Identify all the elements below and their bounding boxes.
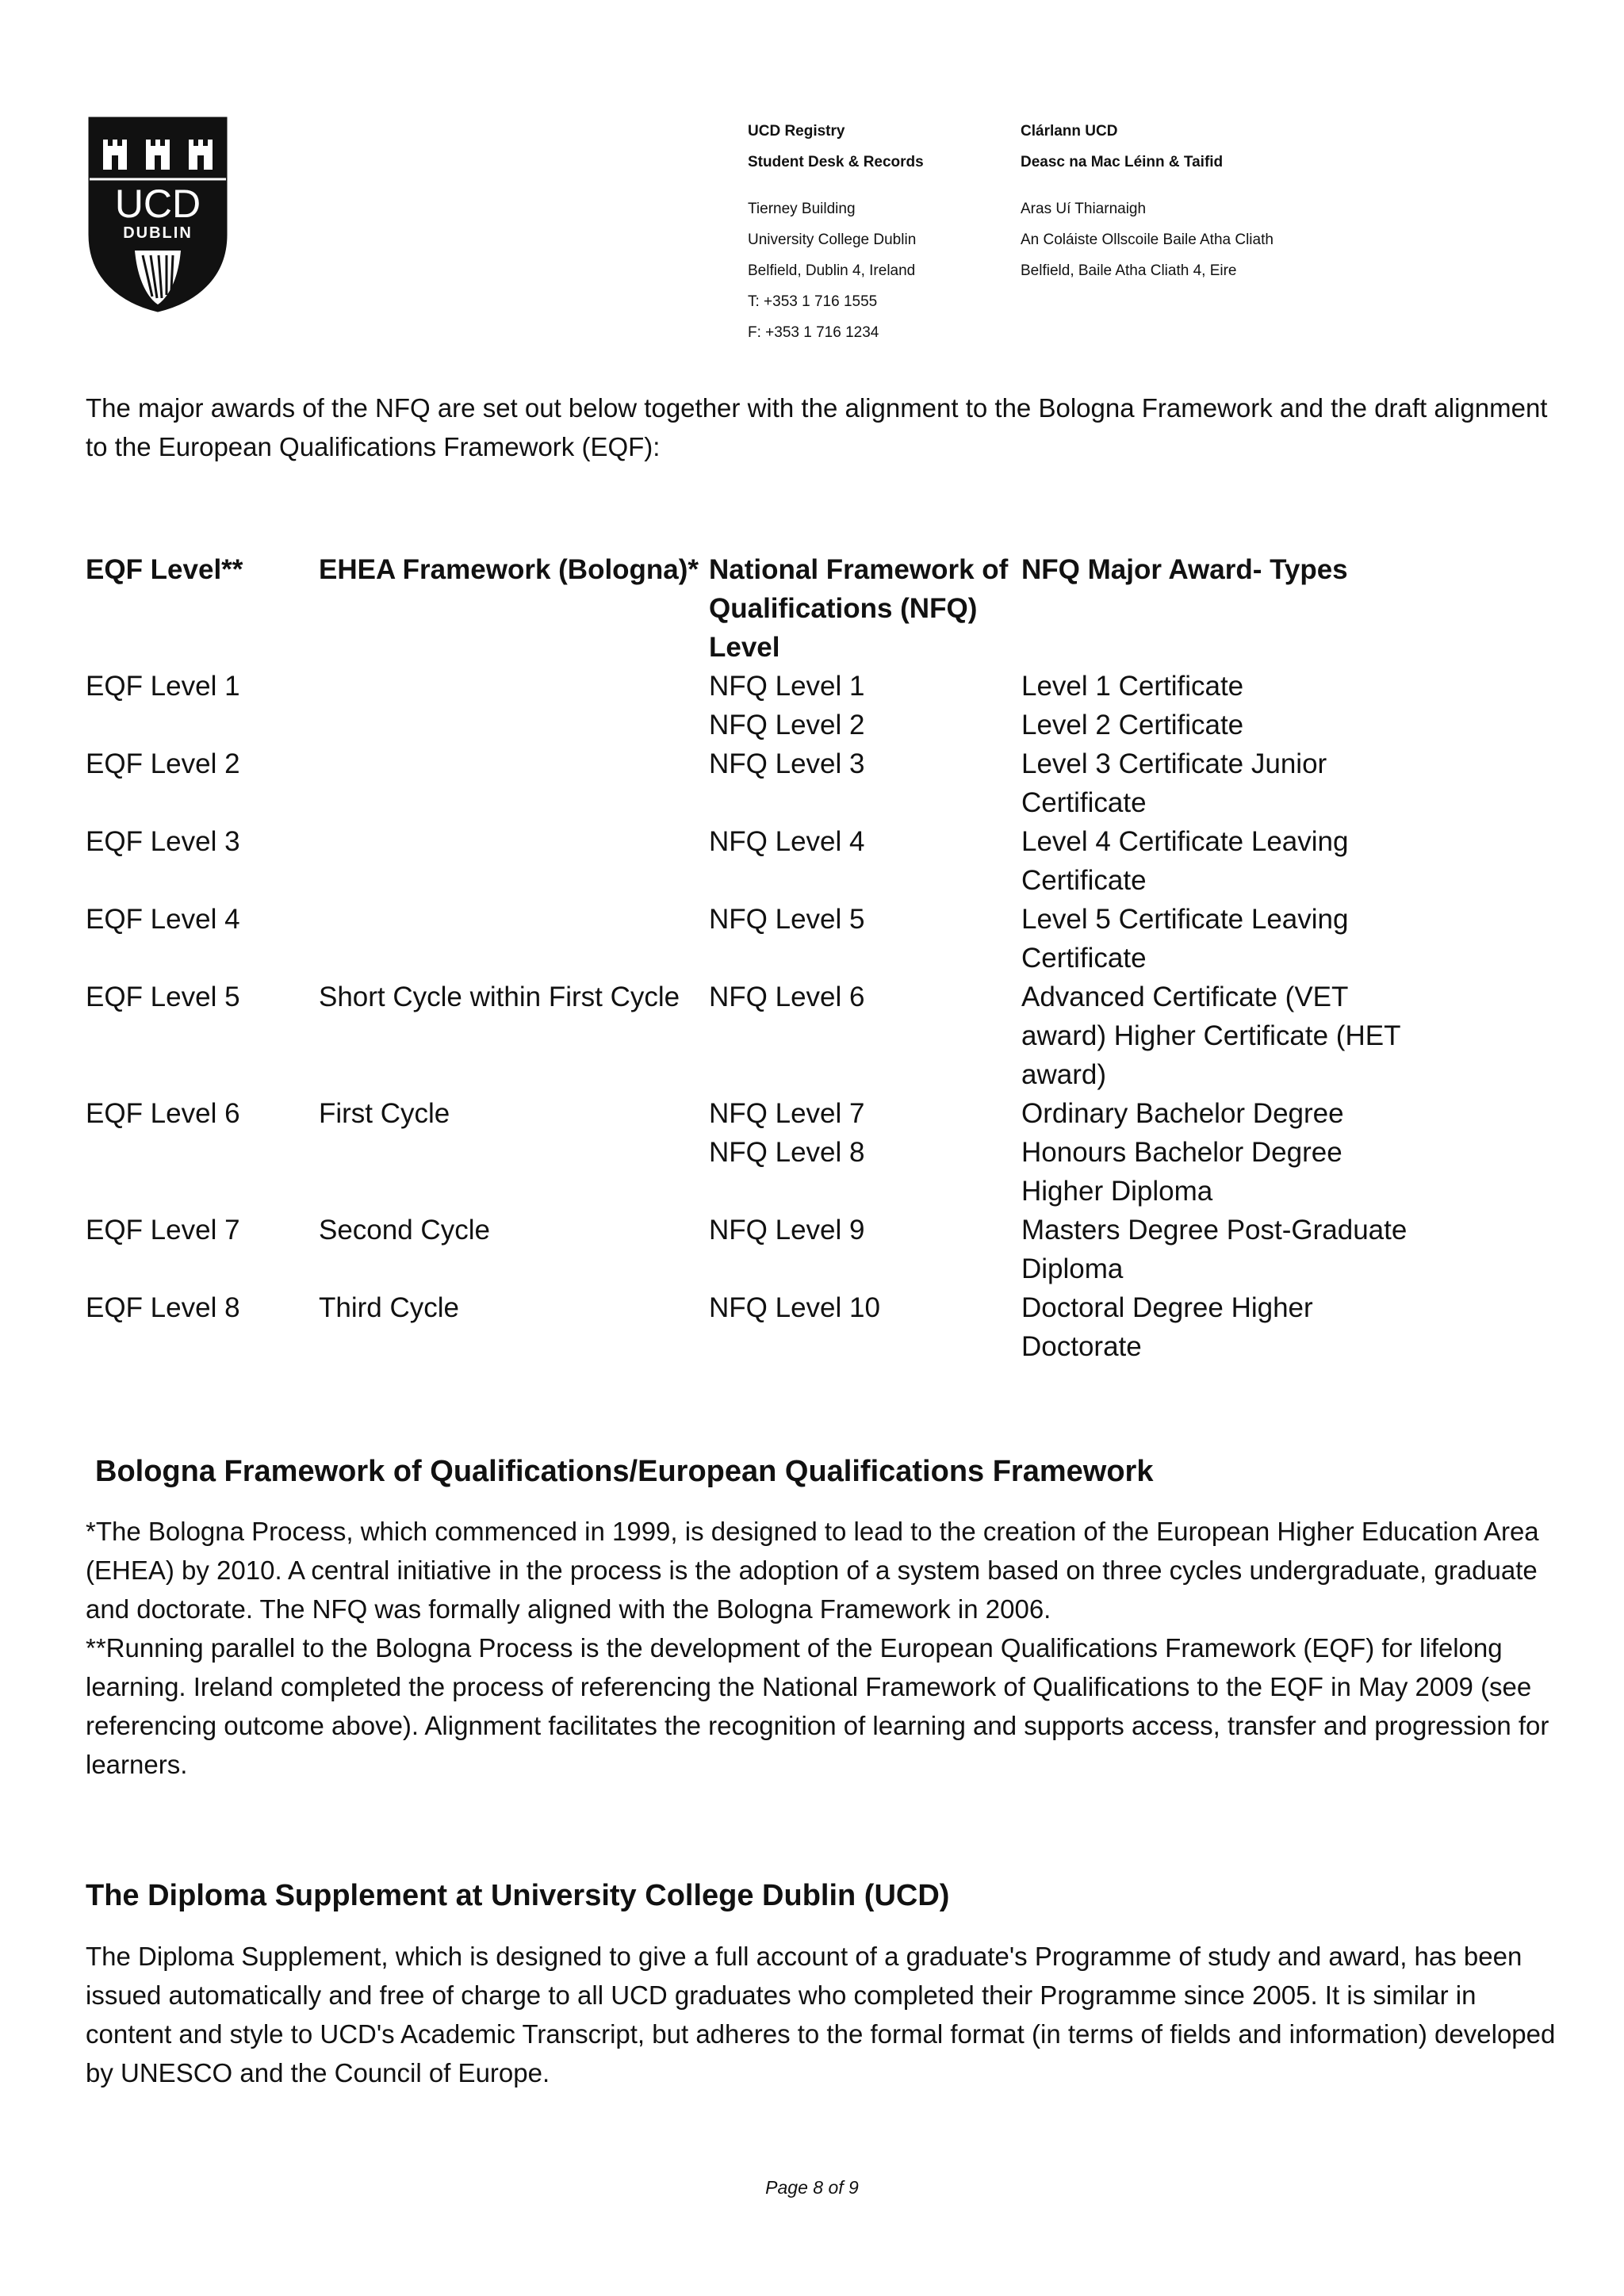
- table-header-row: [86, 550, 1418, 667]
- cell-nfq: NFQ Level 10: [709, 1292, 880, 1323]
- cell-ehea: [319, 744, 709, 822]
- registry-title-irish: Clárlann UCD: [1021, 123, 1118, 140]
- bologna-paragraph-1: *The Bologna Process, which commenced in 1999, is designed to lead to the creation of the European Higher Education Area (EHEA) by 2010. A central initiative in the process is the adoption of a system based on three cycles undergraduate, graduate and doctorate. The NFQ was formally aligned with the Bologna Framework in 2006.: [86, 1517, 1539, 1624]
- table-row: [86, 1288, 1418, 1366]
- bologna-paragraph-2: **Running parallel to the Bologna Process is the development of the European Qualifications Framework (EQF) for lifelong learning. Ireland completed the process of referencing the National Framework of Qualifications to the EQF in May 2009 (see referencing outcome above). Alignment facilitates the recognition of learning and supports access, transfer and progression for learners.: [86, 1633, 1549, 1779]
- cell-eqf: EQF Level 3: [86, 826, 240, 857]
- cell-ehea: [319, 1133, 709, 1211]
- cell-ehea: Third Cycle: [319, 1292, 459, 1323]
- registry-subtitle: Student Desk & Records: [748, 154, 924, 170]
- cell-ehea: [319, 900, 709, 978]
- table-row: [86, 744, 1418, 822]
- cell-award: Advanced Certificate (VET award) Higher Certificate (HET award): [1021, 982, 1400, 1090]
- diploma-section-heading: The Diploma Supplement at University College Dublin (UCD): [86, 1879, 950, 1912]
- cell-ehea: Short Cycle within First Cycle: [319, 982, 680, 1012]
- phone-line: T: +353 1 716 1555: [748, 293, 878, 310]
- cell-nfq: NFQ Level 3: [709, 748, 865, 779]
- table-row: [86, 900, 1418, 978]
- cell-award: Level 4 Certificate Leaving Certificate: [1021, 826, 1349, 896]
- col-header-nfq: National Framework of Qualifications (NFQ) Level: [709, 554, 1009, 663]
- cell-eqf: EQF Level 2: [86, 748, 240, 779]
- cell-award: Honours Bachelor Degree Higher Diploma: [1021, 1137, 1342, 1207]
- nfq-framework-table: [86, 550, 1418, 1366]
- page-number: Page 8 of 9: [765, 2177, 859, 2198]
- intro-paragraph: The major awards of the NFQ are set out below together with the alignment to the Bologna Framework and the draft alignment to the European Qualifications Framework (EQF):: [86, 393, 1548, 461]
- cell-ehea: [319, 667, 709, 706]
- table-row: [86, 1211, 1418, 1288]
- address-block-english: [748, 116, 924, 348]
- cell-nfq: NFQ Level 6: [709, 982, 865, 1012]
- address-line: An Coláiste Ollscoile Baile Atha Cliath: [1021, 232, 1274, 248]
- table-row: [86, 822, 1418, 900]
- cell-award: Ordinary Bachelor Degree: [1021, 1098, 1344, 1129]
- address-line: Belfield, Dublin 4, Ireland: [748, 262, 916, 279]
- cell-nfq: NFQ Level 5: [709, 904, 865, 935]
- table-row: [86, 1133, 1418, 1211]
- table-row: [86, 1094, 1418, 1133]
- cell-eqf: EQF Level 7: [86, 1215, 240, 1246]
- cell-nfq: NFQ Level 7: [709, 1098, 865, 1129]
- logo-text-ucd: UCD: [114, 182, 201, 226]
- cell-nfq: NFQ Level 1: [709, 671, 865, 702]
- cell-nfq: NFQ Level 9: [709, 1215, 865, 1246]
- registry-title: UCD Registry: [748, 123, 845, 140]
- bologna-section-heading: Bologna Framework of Qualifications/European Qualifications Framework: [95, 1455, 1154, 1488]
- col-header-eqf: EQF Level**: [86, 554, 243, 585]
- cell-eqf: [86, 706, 319, 744]
- cell-ehea: Second Cycle: [319, 1215, 490, 1246]
- fax-line: F: +353 1 716 1234: [748, 324, 879, 341]
- table-row: [86, 978, 1418, 1094]
- cell-ehea: First Cycle: [319, 1098, 450, 1129]
- cell-eqf: [86, 1133, 319, 1211]
- bologna-section-body: [86, 1512, 1568, 1784]
- address-line: Belfield, Baile Atha Cliath 4, Eire: [1021, 262, 1237, 279]
- address-block-irish: [1021, 116, 1274, 286]
- logo-text-dublin: DUBLIN: [123, 224, 193, 242]
- cell-nfq: NFQ Level 2: [709, 710, 865, 740]
- col-header-award: NFQ Major Award- Types: [1021, 554, 1348, 585]
- col-header-ehea: EHEA Framework (Bologna)*: [319, 554, 699, 585]
- cell-award: Level 1 Certificate: [1021, 671, 1244, 702]
- table-row: [86, 667, 1418, 706]
- cell-eqf: EQF Level 4: [86, 904, 240, 935]
- ucd-crest-logo: [87, 116, 228, 312]
- diploma-paragraph: The Diploma Supplement, which is designed to give a full account of a graduate's Programme of study and award, has been issued automatically and free of charge to all UCD graduates who completed their Programme since 2005. It is similar in content and style to UCD's Academic Transcript, but adheres to the formal format (in terms of fields and information) developed by UNESCO and the Council of Europe.: [86, 1942, 1556, 2087]
- cell-award: Doctoral Degree Higher Doctorate: [1021, 1292, 1313, 1362]
- address-line: Aras Uí Thiarnaigh: [1021, 201, 1147, 217]
- table-row: [86, 706, 1418, 744]
- cell-ehea: [319, 706, 709, 744]
- cell-eqf: EQF Level 8: [86, 1292, 240, 1323]
- registry-subtitle-irish: Deasc na Mac Léinn & Taifid: [1021, 154, 1224, 170]
- cell-eqf: EQF Level 1: [86, 671, 240, 702]
- address-line: Tierney Building: [748, 201, 856, 217]
- cell-nfq: NFQ Level 8: [709, 1137, 865, 1168]
- cell-ehea: [319, 822, 709, 900]
- cell-award: Masters Degree Post-Graduate Diploma: [1021, 1215, 1408, 1284]
- cell-award: Level 5 Certificate Leaving Certificate: [1021, 904, 1349, 974]
- cell-award: Level 3 Certificate Junior Certificate: [1021, 748, 1327, 818]
- cell-nfq: NFQ Level 4: [709, 826, 865, 857]
- address-line: University College Dublin: [748, 232, 917, 248]
- cell-eqf: EQF Level 6: [86, 1098, 240, 1129]
- cell-award: Level 2 Certificate: [1021, 710, 1244, 740]
- cell-eqf: EQF Level 5: [86, 982, 240, 1012]
